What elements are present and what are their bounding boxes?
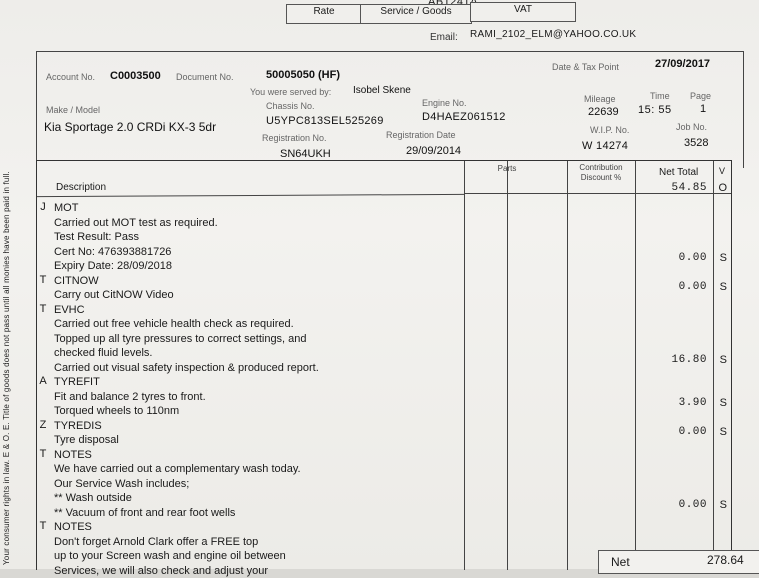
item-net-amount: 0.00 xyxy=(678,281,707,293)
job-value: 3528 xyxy=(684,137,709,149)
item-title: MOT xyxy=(54,202,79,214)
document-label: Document No. xyxy=(176,72,234,82)
item-description-line: We have carried out a complementary wash today. xyxy=(54,463,301,475)
item-description-line: Services, we will also check and adjust your xyxy=(54,564,268,577)
item-title: NOTES xyxy=(54,448,92,461)
item-vat-code: S xyxy=(719,397,727,409)
item-description-line: checked fluid levels. xyxy=(54,347,153,359)
item-title: TYREFIT xyxy=(54,376,100,388)
item-description-line: Carry out CitNOW Video xyxy=(54,289,174,301)
date-value: 27/09/2017 xyxy=(655,58,711,70)
mileage-label: Mileage xyxy=(584,94,616,104)
item-code: T xyxy=(39,273,47,286)
column-divider xyxy=(635,161,636,570)
account-label: Account No. xyxy=(46,72,96,82)
item-description-line: Carried out free vehicle health check as required. xyxy=(54,318,294,330)
engine-label: Engine No. xyxy=(422,98,467,108)
registration-label: Registration No. xyxy=(262,133,327,143)
item-vat-code: S xyxy=(719,252,727,264)
item-title: TYREDIS xyxy=(54,419,102,432)
item-description-line: up to your Screen wash and engine oil between xyxy=(54,550,286,562)
time-value: 15: 55 xyxy=(638,104,672,116)
rate-column-footer: Rate xyxy=(286,4,362,24)
item-description-line: Test Result: Pass xyxy=(54,231,139,243)
item-description-line: Our Service Wash includes; xyxy=(54,477,190,490)
item-description-line: Tyre disposal xyxy=(54,434,119,446)
page-value: 1 xyxy=(700,103,707,115)
registration-date-label: Registration Date xyxy=(386,130,456,140)
chassis-label: Chassis No. xyxy=(266,101,315,111)
job-label: Job No. xyxy=(676,122,708,132)
item-title: CITNOW xyxy=(54,274,99,287)
make-model-value: Kia Sportage 2.0 CRDi KX-3 5dr xyxy=(44,120,217,134)
item-vat-code: S xyxy=(719,498,727,511)
time-label: Time xyxy=(650,91,670,101)
net-total-box xyxy=(598,550,759,574)
first-line-amount: 54.85 xyxy=(671,182,707,194)
item-description-line: Topped up all tyre pressures to correct settings, and xyxy=(54,332,307,345)
first-line-vat-code: O xyxy=(718,182,727,194)
item-description-line: Fit and balance 2 tyres to front. xyxy=(54,390,206,403)
item-code: Z xyxy=(39,418,47,431)
item-code: T xyxy=(39,520,47,532)
item-description-line: Don't forget Arnold Clark offer a FREE top xyxy=(54,535,259,548)
service-goods-column-footer: Service / Goods xyxy=(360,4,472,24)
item-vat-code: S xyxy=(719,426,727,438)
email-label: Email: xyxy=(430,32,458,43)
item-description-line: Carried out visual safety inspection & produced report. xyxy=(54,361,319,374)
column-divider xyxy=(713,161,714,570)
served-by-label: You were served by: xyxy=(250,87,332,97)
vat-column-header: V xyxy=(719,166,726,176)
net-total-column-header: Net Total xyxy=(659,167,699,178)
parts-column-header: Parts xyxy=(497,164,517,173)
item-net-amount: 0.00 xyxy=(678,252,707,264)
served-by-value: Isobel Skene xyxy=(353,85,411,96)
date-label: Date & Tax Point xyxy=(552,62,619,72)
item-net-amount: 0.00 xyxy=(678,498,707,511)
net-label: Net xyxy=(611,555,630,569)
email-value: RAMI_2102_ELM@YAHOO.CO.UK xyxy=(470,29,637,40)
item-title: NOTES xyxy=(54,521,92,533)
column-divider xyxy=(507,161,508,570)
vat-column-footer: VAT xyxy=(470,2,576,22)
item-code: T xyxy=(39,302,47,315)
item-net-amount: 0.00 xyxy=(678,426,707,438)
item-description-line: Torqued wheels to 110nm xyxy=(54,405,180,417)
description-column-header: Description xyxy=(56,182,107,193)
column-divider xyxy=(464,161,465,570)
item-code: J xyxy=(40,201,46,213)
document-value: 50005050 (HF) xyxy=(266,69,340,81)
item-description-line: Carried out MOT test as required. xyxy=(54,216,218,229)
make-model-label: Make / Model xyxy=(46,105,101,115)
account-value: C0003500 xyxy=(110,70,161,82)
item-net-amount: 16.80 xyxy=(671,353,707,366)
registration-date-value: 29/09/2014 xyxy=(406,145,462,157)
registration-value: SN64UKH xyxy=(280,148,331,160)
item-net-amount: 3.90 xyxy=(678,397,707,409)
contribution-column-header: Contribution Discount % xyxy=(579,163,623,182)
item-description-line: Cert No: 476393881726 xyxy=(54,245,172,258)
items-table xyxy=(36,160,732,577)
item-description-line: ** Vacuum of front and rear foot wells xyxy=(54,506,236,519)
net-value: 278.64 xyxy=(707,553,744,567)
item-vat-code: S xyxy=(719,281,727,293)
item-description-line: ** Wash outside xyxy=(54,492,132,504)
wip-value: W 14274 xyxy=(582,140,629,152)
item-title: EVHC xyxy=(54,303,85,316)
chassis-value: U5YPC813SEL525269 xyxy=(266,115,384,127)
item-vat-code: S xyxy=(719,353,727,366)
item-code: T xyxy=(39,447,47,460)
column-divider xyxy=(567,161,568,570)
engine-value: D4HAEZ061512 xyxy=(422,111,506,123)
item-description-line: Expiry Date: 28/09/2018 xyxy=(54,260,173,272)
page-label: Page xyxy=(690,91,712,101)
wip-label: W.I.P. No. xyxy=(590,125,630,135)
item-code: A xyxy=(39,375,47,387)
table-header-divider xyxy=(37,194,464,197)
consumer-rights-side-note: Your consumer rights in law. E & O. E. Title of goods does not pass until all monies have been paid in full. xyxy=(2,171,11,565)
mileage-value: 22639 xyxy=(588,106,619,118)
